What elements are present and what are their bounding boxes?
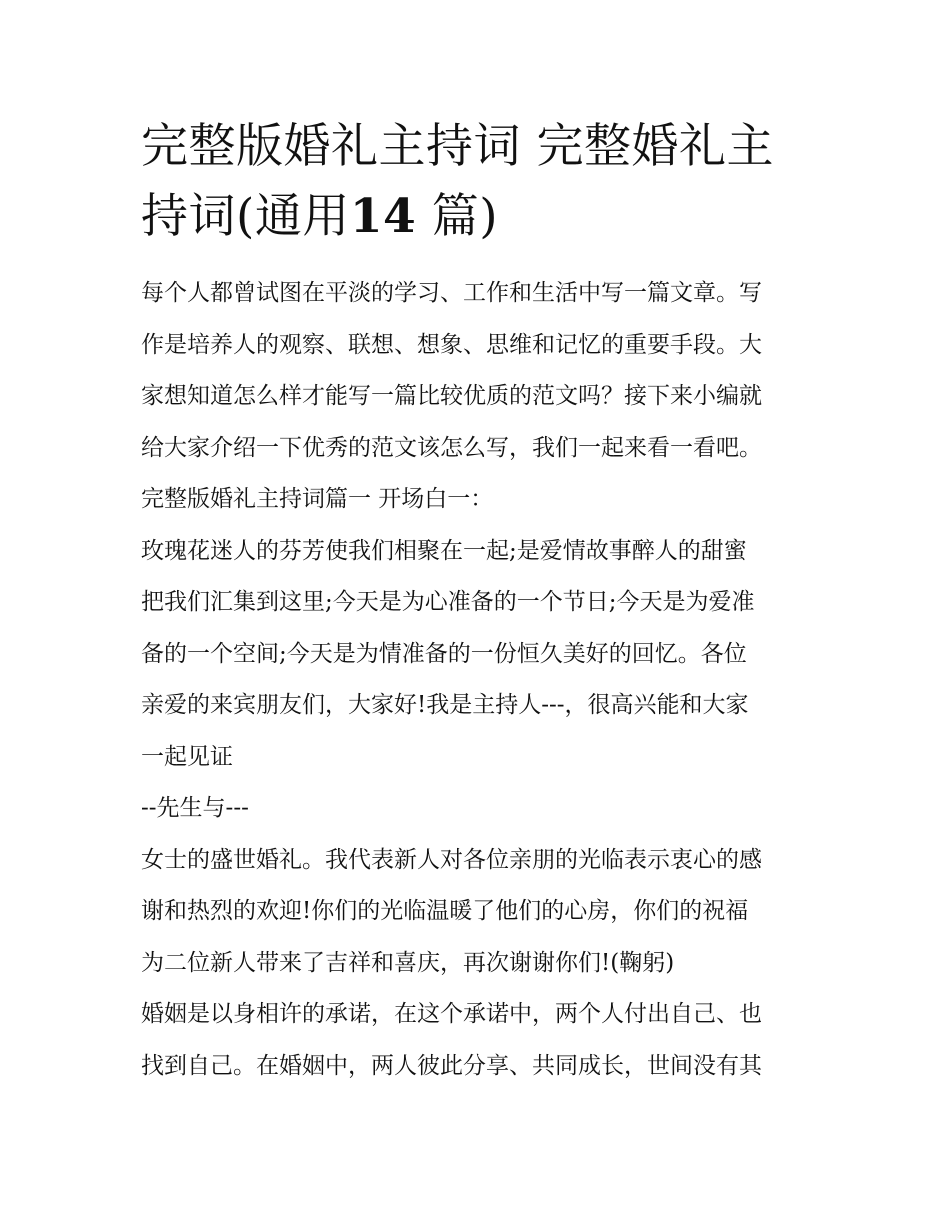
body-line: 家想知道怎么样才能写一篇比较优质的范文吗？接下来小编就 [141,383,762,409]
body-line: 一起见证 [141,743,233,770]
document-body [141,268,813,1092]
title-line-2-end: 篇) [431,189,499,244]
body-line: 婚姻是以身相许的承诺，在这个承诺中，两个人付出自己、也 [141,1001,762,1027]
document-page [141,112,813,1092]
title-number: 14 [349,189,417,244]
document-title [141,112,813,252]
title-line-1: 完整版婚礼主持词 完整婚礼主 [141,119,774,174]
body-line: 为二位新人带来了吉祥和喜庆，再次谢谢你们!(鞠躬) [141,949,675,976]
body-line: --先生与--- [141,795,249,821]
body-line: 玫瑰花迷人的芬芳使我们相聚在一起;是爱情故事醉人的甜蜜 [141,537,747,564]
title-line-2-start: 持词(通用 [141,189,350,244]
body-line: 备的一个空间;今天是为情准备的一份恒久美好的回忆。各位 [141,640,747,667]
body-line: 每个人都曾试图在平淡的学习、工作和生活中写一篇文章。写 [141,280,762,306]
body-line: 找到自己。在婚姻中，两人彼此分享、共同成长，世间没有其 [141,1052,762,1079]
body-line: 亲爱的来宾朋友们，大家好!我是主持人---，很高兴能和大家 [141,692,749,718]
section-heading: 完整版婚礼主持词篇一 开场白一： [141,486,494,512]
title-line-2 [141,182,813,252]
body-line: 女士的盛世婚礼。我代表新人对各位亲朋的光临表示衷心的感 [141,846,762,873]
body-line: 给大家介绍一下优秀的范文该怎么写，我们一起来看一看吧。 [141,434,762,461]
body-line: 作是培养人的观察、联想、想象、思维和记忆的重要手段。大 [141,331,762,358]
body-line: 把我们汇集到这里;今天是为心准备的一个节日;今天是为爱准 [141,589,755,615]
body-line: 谢和热烈的欢迎!你们的光临温暖了他们的心房，你们的祝福 [141,898,749,924]
